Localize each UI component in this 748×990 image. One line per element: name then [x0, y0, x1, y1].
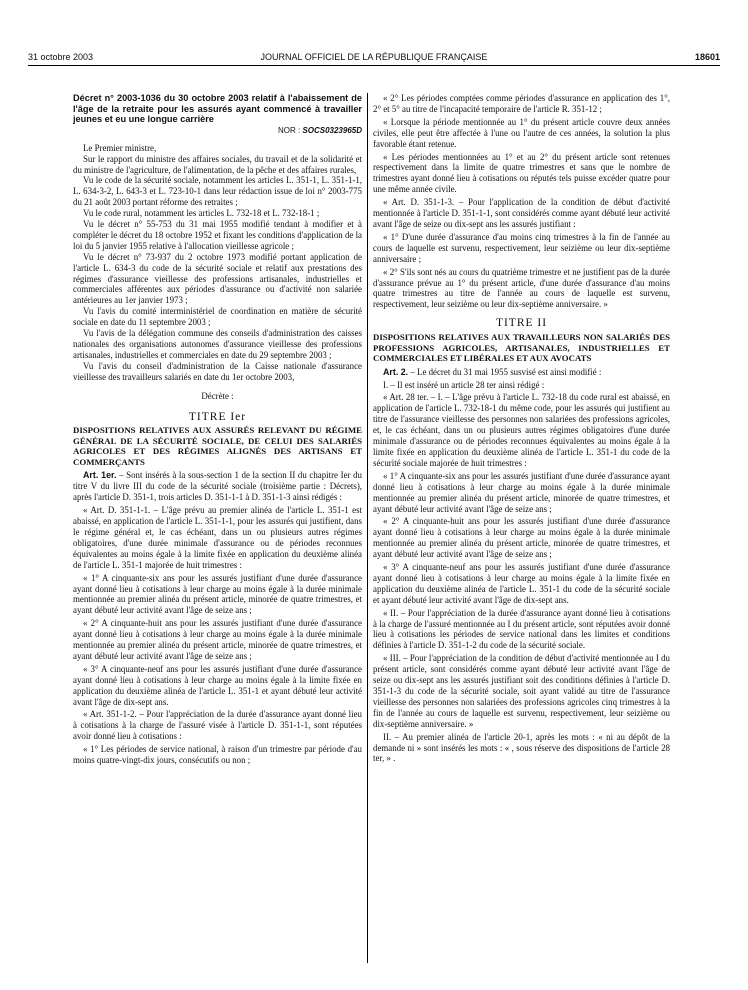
body-paragraph: « 2° S'ils sont nés au cours du quatrième trimestre et ne justifient pas de la durée d'assurance prévue au 1° du présent article, d'une durée d'assurance d'au moins quatre trimestres au titre de l'année au cours de laquelle est survenu, respectivement, leur seizième ou leur dix-septième anniversaire. » — [373, 266, 670, 310]
body-paragraph: « 2° A cinquante-huit ans pour les assurés justifiant d'une durée d'assurance ayant donné lieu à cotisations à leur charge au moins égale à la durée minimale mentionnée au premier alinéa du présent article, minorée de quatre trimestres, et ayant débuté leur activité avant l'âge de seize ans ; — [373, 516, 670, 560]
body-paragraph: « 2° Les périodes comptées comme périodes d'assurance en application des 1°, 2° et 5° au titre de l'incapacité temporaire de l'article R. 351-12 ; — [373, 93, 670, 114]
body-paragraph: « 2° A cinquante-huit ans pour les assurés justifiant d'une durée d'assurance ayant donné lieu à cotisations à leur charge au moins égale à la durée minimale mentionnée au premier alinéa du présent article, minorée de quatre trimestres, et ayant débuté leur activité avant l'âge de seize ans ; — [73, 618, 362, 661]
article-1-label: Art. 1er. — [83, 470, 117, 481]
article-2-label: Art. 2. — [383, 366, 409, 377]
intro-paragraph: Vu le code de la sécurité sociale, notamment les articles L. 351-1, L. 351-1-1, L. 634-3-2, L. 643-3 et L. 723-10-1 dans leur rédaction issue de loi n° 2003-775 du 21 août 2003 portant réforme des retraites ; — [73, 175, 362, 208]
article-2 — [373, 367, 670, 378]
body-paragraph: « 1° A cinquante-six ans pour les assurés justifiant d'une durée d'assurance ayant donné lieu à cotisations à leur charge au moins égale à la durée minimale mentionnée au premier alinéa du présent article, minorée de quatre trimestres, et ayant débuté leur activité avant l'âge de seize ans ; — [373, 470, 670, 514]
intro-paragraph: Vu l'avis du comité interministériel de coordination en matière de sécurité sociale en date du 11 septembre 2003 ; — [73, 306, 362, 328]
body-paragraph: « 3° A cinquante-neuf ans pour les assurés justifiant d'une durée d'assurance ayant donné lieu à cotisations à leur charge au moins égale à la limite fixée en application du deuxième alinéa de l'article L. 351-1 et ayant débuté leur activité avant l'âge de dix-sept ans. — [73, 663, 362, 707]
body-paragraph: II. – Au premier alinéa de l'article 20-1, après les mots : « ni au dépôt de la demande ni » sont insérés les mots : « , sous réserve des dispositions de l'article 28 ter, » . — [373, 731, 670, 764]
column-separator — [367, 93, 368, 963]
body-paragraph: « 1° A cinquante-six ans pour les assurés justifiant d'une durée d'assurance ayant donné lieu à cotisations à leur charge au moins égale à la durée minimale mentionnée au premier alinéa du présent article, minorée de quatre trimestres, et ayant débuté leur activité avant l'âge de seize ans ; — [73, 572, 362, 616]
intro-paragraph: Vu l'avis de la délégation commune des conseils d'administration des caisses nationales des organisations autonomes d'assurance vieillesse des professions artisanales, industrielles et commerciales en date du 29 septembre 2003 ; — [73, 328, 362, 360]
titre-1-subheading: DISPOSITIONS RELATIVES AUX ASSURÉS RELEVANT DU RÉGIME GÉNÉRAL DE LA SÉCURITÉ SOCIALE, DE CELUI DES SALARIÉS AGRICOLES ET DES RÉGIMES ALIGNÉS DES ARTISANS ET COMMERÇANTS — [73, 425, 362, 467]
intro-paragraph: Le Premier ministre, — [83, 142, 157, 153]
body-paragraph: « Art. D. 351-1-3. – Pour l'application de la condition de début d'activité mentionnée à l'article D. 351-1-1, sont considérés comme ayant débuté leur activité avant l'âge de seize ou dix-sept ans les assurés justifiant : — [373, 197, 670, 229]
body-paragraph: I. – Il est inséré un article 28 ter ainsi rédigé : — [383, 379, 545, 390]
body-paragraph: « III. – Pour l'appréciation de la condition de début d'activité mentionnée au I du présent article, sont considérés comme ayant débuté leur activité avant l'âge de seize ou dix-sept ans les assurés justifiant soit des conditions définies à l'article D. 351-1-3 du code de la sécurité sociale, soit ayant validé au titre de l'assurance vieillesse des personnes non salariées des professions agricoles cinq trimestres à la fin de l'année au cours de laquelle est survenu, respectivement, leur seizième ou dix-septième anniversaire. » — [373, 653, 670, 729]
page-number: 18601 — [694, 52, 720, 62]
body-paragraph: « Art. 351-1-2. – Pour l'appréciation de la durée d'assurance ayant donné lieu à cotisations à la charge de l'assuré visée à l'article D. 351-1-1, sont réputées avoir donné lieu à cotisations : — [73, 709, 362, 742]
nor-label: NOR : — [277, 125, 303, 135]
article-1-text: – Sont insérés à la sous-section 1 de la section II du chapitre Ier du titre V du livre III du code de la sécurité sociale (troisième partie : Décrets), après l'article D. 351-1, trois articles D. 351-1-1 à D. 351-1-3 ainsi rédigés : — [73, 470, 362, 503]
body-paragraph: « Les périodes mentionnées au 1° et au 2° du présent article sont retenues respectivement dans la limite de quatre trimestres et sans que le nombre de trimestres ayant donné lieu à cotisations ou réputés tels puisse excéder quatre pour une même année civile. — [373, 151, 670, 195]
right-column — [373, 93, 670, 764]
article-1 — [73, 470, 362, 503]
page-header — [28, 52, 720, 66]
nor-code: SOCS0323965D — [302, 125, 362, 135]
titre-2-subheading: DISPOSITIONS RELATIVES AUX TRAVAILLEURS NON SALARIÉS DES PROFESSIONS AGRICOLES, ARTISANALES, INDUSTRIELLES ET COMMERCIALES ET LIBÉRALES ET AUX AVOCATS — [373, 332, 670, 364]
body-paragraph: « Art. 28 ter. – I. – L'âge prévu à l'article L. 732-18 du code rural est abaissé, en application de l'article L. 732-18-1 du même code, pour les assurés qui justifient au titre de l'assurance vieillesse des personnes non salariées des professions agricoles, et, le cas échéant, dans un ou plusieurs autres régimes obligatoires d'une durée minimale d'assurance ou de périodes reconnues équivalentes au moins égale à la limite fixée en application du deuxième alinéa de l'article L. 351-1 du code de la sécurité sociale majorée de huit trimestres : — [373, 392, 670, 468]
intro-paragraph: Vu le code rural, notamment les articles L. 732-18 et L. 732-18-1 ; — [83, 208, 320, 219]
body-paragraph: « 1° D'une durée d'assurance d'au moins cinq trimestres à la fin de l'année au cours de laquelle est survenu, respectivement, leur seizième ou leur dix-septième anniversaire ; — [373, 231, 670, 264]
decree-title: Décret n° 2003-1036 du 30 octobre 2003 relatif à l'abaissement de l'âge de la retraite pour les assurés ayant commencé à travailler jeunes et eu une longue carrière — [73, 93, 362, 125]
journal-title: JOURNAL OFFICIEL DE LA RÉPUBLIQUE FRANÇAISE — [260, 52, 488, 62]
header-date: 31 octobre 2003 — [28, 52, 94, 62]
body-paragraph: « Lorsque la période mentionnée au 1° du présent article couvre deux années civiles, elle peut être affectée à l'une ou l'autre de ces années, la solution la plus favorable étant retenue. — [373, 116, 670, 149]
body-paragraph: « 1° Les périodes de service national, à raison d'un trimestre par période d'au moins quatre-vingt-dix jours, consécutifs ou non ; — [73, 744, 362, 766]
article-2-text: – Le décret du 31 mai 1955 susvisé est ainsi modifié : — [408, 366, 602, 377]
titre-1-heading: TITRE Ier — [188, 410, 247, 423]
intro-paragraph: Vu l'avis du conseil d'administration de la Caisse nationale d'assurance vieillesse des travailleurs salariés en date du 1er octobre 2003, — [73, 360, 362, 382]
intro-paragraph: Vu le décret n° 73-937 du 2 octobre 1973 modifié portant application de l'article L. 634-3 du code de la sécurité sociale et relatif aux prestations des régimes d'assurance vieillesse des professions artisanales, industrielles et commerciales afférentes aux périodes d'assurance ou d'activité non salariée antérieures au 1er janvier 1973 ; — [73, 251, 362, 306]
nor-reference — [73, 126, 362, 137]
header-rule — [28, 65, 720, 66]
titre-2-heading: TITRE II — [495, 317, 548, 330]
decrete-label: Décrète : — [201, 390, 234, 401]
body-paragraph: « II. – Pour l'appréciation de la durée d'assurance ayant donné lieu à cotisations à la charge de l'assuré mentionnée au I du présent article, sont réputées avoir donné lieu à cotisations les périodes de service national dans les limites et conditions définies à l'article D. 351-1-2 du code de la sécurité sociale. — [373, 607, 670, 651]
left-column — [73, 93, 362, 766]
intro-paragraph: Sur le rapport du ministre des affaires sociales, du travail et de la solidarité et du ministre de l'agriculture, de l'alimentation, de la pêche et des affaires rurales, — [73, 153, 362, 175]
intro-paragraph: Vu le décret n° 55-753 du 31 mai 1955 modifié tendant à modifier et à compléter le décret du 18 octobre 1952 et fixant les conditions d'application de la loi du 5 janvier 1955 relative à l'allocation vieillesse agricole ; — [73, 219, 362, 251]
body-paragraph: « Art. D. 351-1-1. – L'âge prévu au premier alinéa de l'article L. 351-1 est abaissé, en application de l'article L. 351-1-1, pour les assurés qui justifient, dans le régime général et, le cas échéant, dans un ou plusieurs autres régimes obligatoires, d'une durée minimale d'assurance ou de périodes reconnues équivalentes au moins égale à la limite fixée en application du deuxième alinéa de l'article L. 351-1 majorée de huit trimestres : — [73, 505, 362, 570]
body-paragraph: « 3° A cinquante-neuf ans pour les assurés justifiant d'une durée d'assurance ayant donné lieu à cotisations à leur charge au moins égale à la limite fixée en application du deuxième alinéa de l'article L. 351-1 du code de la sécurité sociale et ayant débuté leur activité avant l'âge de dix-sept ans. — [373, 562, 670, 605]
